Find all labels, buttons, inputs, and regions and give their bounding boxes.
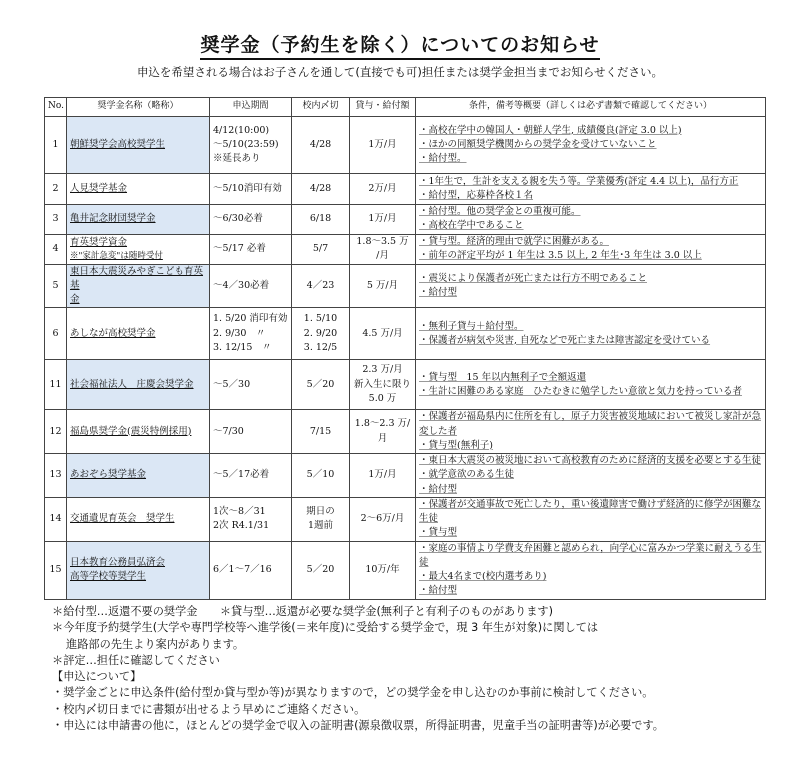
application-period-line: 6／1～7／16	[213, 563, 272, 575]
amount-line: 新入生に限り	[353, 378, 411, 390]
conditions-line: ・前年の評定平均が 1 年生は 3.5 以上, 2 年生･3 年生は 3.0 以上	[419, 250, 702, 261]
page-subtitle: 申込を希望される場合はお子さんを通して(直接でも可)担任または奨学金担当までお知らせください。	[136, 65, 664, 79]
school-deadline-line: 1週前	[307, 520, 334, 532]
scholarship-name-line: 交通遺児育英会 奨学生	[70, 513, 175, 524]
row-number: 5	[45, 264, 67, 308]
scholarship-name	[67, 454, 210, 498]
conditions-line: ・家庭の事情より学費支弁困難と認められ，向学心に富みかつ学業に耐えうる生徒	[419, 542, 762, 568]
amount	[350, 454, 416, 498]
scholarship-name	[67, 264, 210, 308]
table-row	[45, 117, 766, 174]
amount	[350, 541, 416, 599]
conditions	[416, 174, 766, 205]
page-title: 奨学金（予約生を除く）についてのお知らせ	[0, 30, 800, 57]
conditions	[416, 410, 766, 454]
application-period-line: 2次 R4.1/31	[213, 520, 270, 532]
school-deadline	[292, 410, 350, 454]
application-period-line: ～5/10(23:59)	[213, 138, 279, 150]
conditions	[416, 360, 766, 410]
table-row	[45, 410, 766, 454]
scholarship-name-note: ※"家計急変"は随時受付	[70, 250, 163, 261]
application-period	[210, 205, 292, 235]
table-row	[45, 234, 766, 264]
row-number: 13	[45, 454, 67, 498]
conditions	[416, 205, 766, 235]
conditions-line: ・貸与型。経済的理由で就学に困難がある。	[419, 235, 610, 247]
table-row	[45, 264, 766, 308]
application-period	[210, 410, 292, 454]
scholarship-name-line: あしなが高校奨学金	[70, 327, 156, 339]
conditions-line: ・1年生で，生計を支える親を失う等。学業優秀(評定 4.4 以上)，品行方正	[419, 175, 739, 187]
application-period-line: 2. 9/30 〃	[213, 327, 266, 339]
application-period	[210, 174, 292, 205]
school-deadline	[292, 454, 350, 498]
row-number: 11	[45, 360, 67, 410]
conditions-line: ・東日本大震災の被災地において高校教育のために経済的支援を必要とする生徒	[419, 455, 762, 466]
application-period	[210, 497, 292, 541]
school-deadline	[292, 174, 350, 205]
school-deadline	[292, 264, 350, 308]
header-name: 奨学金名称（略称）	[67, 98, 210, 117]
table-row	[45, 360, 766, 410]
scholarship-name	[67, 410, 210, 454]
note-line: ・校内〆切日までに書類が出せるよう早めにご連絡ください。	[52, 702, 366, 716]
scholarship-name	[67, 497, 210, 541]
application-period-line: ～4／30必着	[213, 279, 270, 291]
scholarship-name-line: 亀井記念財団奨学金	[70, 213, 156, 225]
header-no: No.	[45, 98, 67, 117]
row-number: 14	[45, 497, 67, 541]
school-deadline-line: 2. 9/20	[303, 327, 338, 339]
application-period	[210, 117, 292, 174]
school-deadline-line: 1. 5/10	[303, 313, 338, 325]
amount	[350, 497, 416, 541]
school-deadline	[292, 234, 350, 264]
scholarship-name-line: 福島県奨学金(震災特例採用)	[70, 425, 192, 437]
school-deadline	[292, 497, 350, 541]
application-period-line: 1. 5/20 消印有効	[213, 313, 288, 325]
amount-line: 1万/月	[368, 213, 397, 225]
conditions-line: ・保護者が交通事故で死亡したり，重い後遺障害で働けず経済的に修学が困難な生徒	[419, 498, 762, 524]
application-period-line: 3. 12/15 〃	[213, 341, 272, 353]
conditions-line: ・震災により保護者が死亡または行方不明であること	[419, 272, 648, 284]
amount	[350, 308, 416, 360]
scholarship-table	[44, 97, 766, 600]
application-period-line: ～5/17 必着	[213, 242, 266, 254]
conditions	[416, 308, 766, 360]
application-period	[210, 308, 292, 360]
amount	[350, 234, 416, 264]
conditions-line: ・高校在学中であること	[419, 220, 524, 232]
scholarship-name	[67, 117, 210, 174]
scholarship-name	[67, 360, 210, 410]
application-period	[210, 541, 292, 599]
conditions-line: ・給付型	[419, 286, 458, 298]
amount-line: /月	[376, 250, 389, 261]
conditions-line: ・保護者が福島県内に住所を有し，原子力災害被災地域において被災し家計が急変した者	[419, 411, 762, 437]
scholarship-name-line: 育英奨学資金	[70, 236, 128, 248]
scholarship-name-line: 金	[70, 294, 80, 305]
application-period	[210, 234, 292, 264]
row-number: 6	[45, 308, 67, 360]
scholarship-name	[67, 205, 210, 235]
conditions-line: ・保護者が病気や災害, 自死などで死亡または障害認定を受けている	[419, 334, 711, 346]
conditions	[416, 117, 766, 174]
scholarship-name-line: あおぞら奨学基金	[70, 469, 147, 481]
table-row	[45, 497, 766, 541]
school-deadline-line: 5／10	[306, 469, 335, 481]
school-deadline-line: 7/15	[309, 425, 332, 437]
conditions-line: ・就学意欲のある生徒	[419, 469, 515, 481]
scholarship-name-line: 高等学校等奨学生	[70, 571, 147, 582]
amount	[350, 410, 416, 454]
school-deadline-line: 5／20	[306, 563, 335, 575]
note-line: ＊給付型…返還不要の奨学金 ＊貸与型…返還が必要な奨学金(無利子と有利子のものがあります)	[52, 605, 553, 618]
note-line: ＊今年度予約奨学生(大学や専門学校等へ進学後(＝来年度)に受給する奨学金で，現 3 年生が対象)に関しては	[52, 621, 599, 635]
scholarship-name	[67, 541, 210, 599]
scholarship-name-line: 日本教育公務員弘済会	[70, 556, 166, 568]
amount-line: 10万/年	[365, 563, 400, 575]
table-row	[45, 541, 766, 599]
scholarship-name-line: 東日本大震災みやぎこども育英基	[70, 265, 204, 291]
table-row	[45, 308, 766, 360]
amount-line: 月	[377, 432, 388, 444]
scholarship-name	[67, 174, 210, 205]
application-period-line: ～5/10消印有効	[213, 182, 282, 194]
note-line: 進路部の先生より案内があります。	[66, 637, 245, 651]
note-line: ・奨学金ごとに申込条件(給付型か貸与型か等)が異なりますので，どの奨学金を申し込むのか事前に検討してください。	[52, 686, 654, 700]
school-deadline-line: 5/7	[312, 242, 329, 254]
conditions-line: ・ほかの同額奨学機関からの奨学金を受けていないこと	[419, 138, 657, 150]
header-amount: 貸与・給付額	[350, 98, 416, 117]
application-period-line: ～5／17必着	[213, 469, 270, 481]
school-deadline	[292, 117, 350, 174]
conditions-line: ・給付型。	[419, 153, 467, 165]
amount	[350, 117, 416, 174]
amount-line: 5.0 万	[368, 392, 397, 404]
conditions	[416, 264, 766, 308]
application-period-line: ※延長あり	[213, 153, 261, 165]
amount-line: 1.8～3.5 万	[356, 235, 409, 247]
school-deadline-line: 6/18	[309, 213, 332, 225]
table-row	[45, 205, 766, 235]
header-deadline: 校内〆切	[292, 98, 350, 117]
conditions-line: ・生計に困難のある家庭 ひたむきに勉学したい意欲と気力を持っている者	[419, 385, 743, 397]
amount-line: 2.3 万/月	[362, 364, 403, 376]
conditions-line: ・最大4名まで(校内選考あり)	[419, 571, 547, 582]
scholarship-name-line: 朝鮮奨学会高校奨学生	[70, 138, 166, 150]
conditions	[416, 454, 766, 498]
conditions-line: ・給付型。他の奨学金との重複可能。	[419, 206, 581, 217]
note-line: ・申込には申請書の他に，ほとんどの奨学金で収入の証明書(源泉徴収票，所得証明書，児童手当の証明書等)が必要です。	[52, 719, 664, 733]
scholarship-name-line: 社会福祉法人 庄慶会奨学金	[70, 378, 194, 390]
row-number: 1	[45, 117, 67, 174]
conditions	[416, 541, 766, 599]
application-period-line: ～5／30	[213, 378, 251, 390]
scholarship-name	[67, 308, 210, 360]
conditions-line: ・高校在学中の韓国人・朝鮮人学生, 成績優良(評定 3.0 以上)	[419, 124, 682, 136]
amount-line: 5 万/月	[366, 279, 399, 291]
table-row	[45, 174, 766, 205]
scholarship-name	[67, 234, 210, 264]
application-period-line: ～7/30	[213, 425, 244, 437]
application-period-line: 4/12(10:00)	[213, 124, 270, 136]
amount	[350, 205, 416, 235]
school-deadline-line: 5／20	[306, 378, 335, 390]
amount-line: 1.8～2.3 万/	[354, 418, 411, 430]
school-deadline-line: 期日の	[306, 505, 335, 517]
school-deadline-line: 4／23	[306, 279, 335, 291]
row-number: 4	[45, 234, 67, 264]
row-number: 15	[45, 541, 67, 599]
conditions	[416, 497, 766, 541]
amount-line: 1万/月	[368, 469, 397, 481]
header-conditions: 条件，備考等概要（詳しくは必ず書類で確認してください）	[416, 98, 766, 117]
conditions-line: ・貸与型(無利子)	[419, 439, 493, 451]
application-period-line: 1次～8／31	[213, 505, 266, 517]
school-deadline	[292, 205, 350, 235]
school-deadline	[292, 308, 350, 360]
note-line: 【申込について】	[52, 670, 142, 684]
amount-line: 1万/月	[368, 138, 397, 150]
amount	[350, 174, 416, 205]
application-period	[210, 360, 292, 410]
conditions-line: ・給付型，応募枠各校１名	[419, 190, 534, 201]
conditions-line: ・給付型	[419, 483, 458, 495]
row-number: 12	[45, 410, 67, 454]
amount-line: 4.5 万/月	[362, 327, 403, 339]
table-header-row	[45, 98, 766, 117]
school-deadline-line: 4/28	[309, 138, 332, 150]
row-number: 2	[45, 174, 67, 205]
conditions	[416, 234, 766, 264]
school-deadline-line: 4/28	[309, 182, 332, 194]
table-row	[45, 454, 766, 498]
amount	[350, 264, 416, 308]
application-period-line: ～6/30必着	[213, 213, 263, 225]
notes-section	[52, 604, 664, 734]
header-period: 申込期間	[210, 98, 292, 117]
scholarship-name-line: 人見奨学基金	[70, 182, 128, 194]
application-period	[210, 264, 292, 308]
school-deadline	[292, 360, 350, 410]
note-line: ＊評定…担任に確認してください	[52, 653, 220, 667]
amount-line: 2～6万/月	[360, 513, 405, 524]
amount-line: 2万/月	[368, 182, 397, 194]
school-deadline-line: 3. 12/5	[303, 341, 338, 353]
amount	[350, 360, 416, 410]
row-number: 3	[45, 205, 67, 235]
conditions-line: ・無利子貸与＋給付型。	[419, 320, 524, 332]
conditions-line: ・貸与型 15 年以内無利子で全額返還	[419, 371, 587, 383]
application-period	[210, 454, 292, 498]
school-deadline	[292, 541, 350, 599]
conditions-line: ・貸与型	[419, 527, 458, 539]
conditions-line: ・給付型	[419, 585, 458, 597]
